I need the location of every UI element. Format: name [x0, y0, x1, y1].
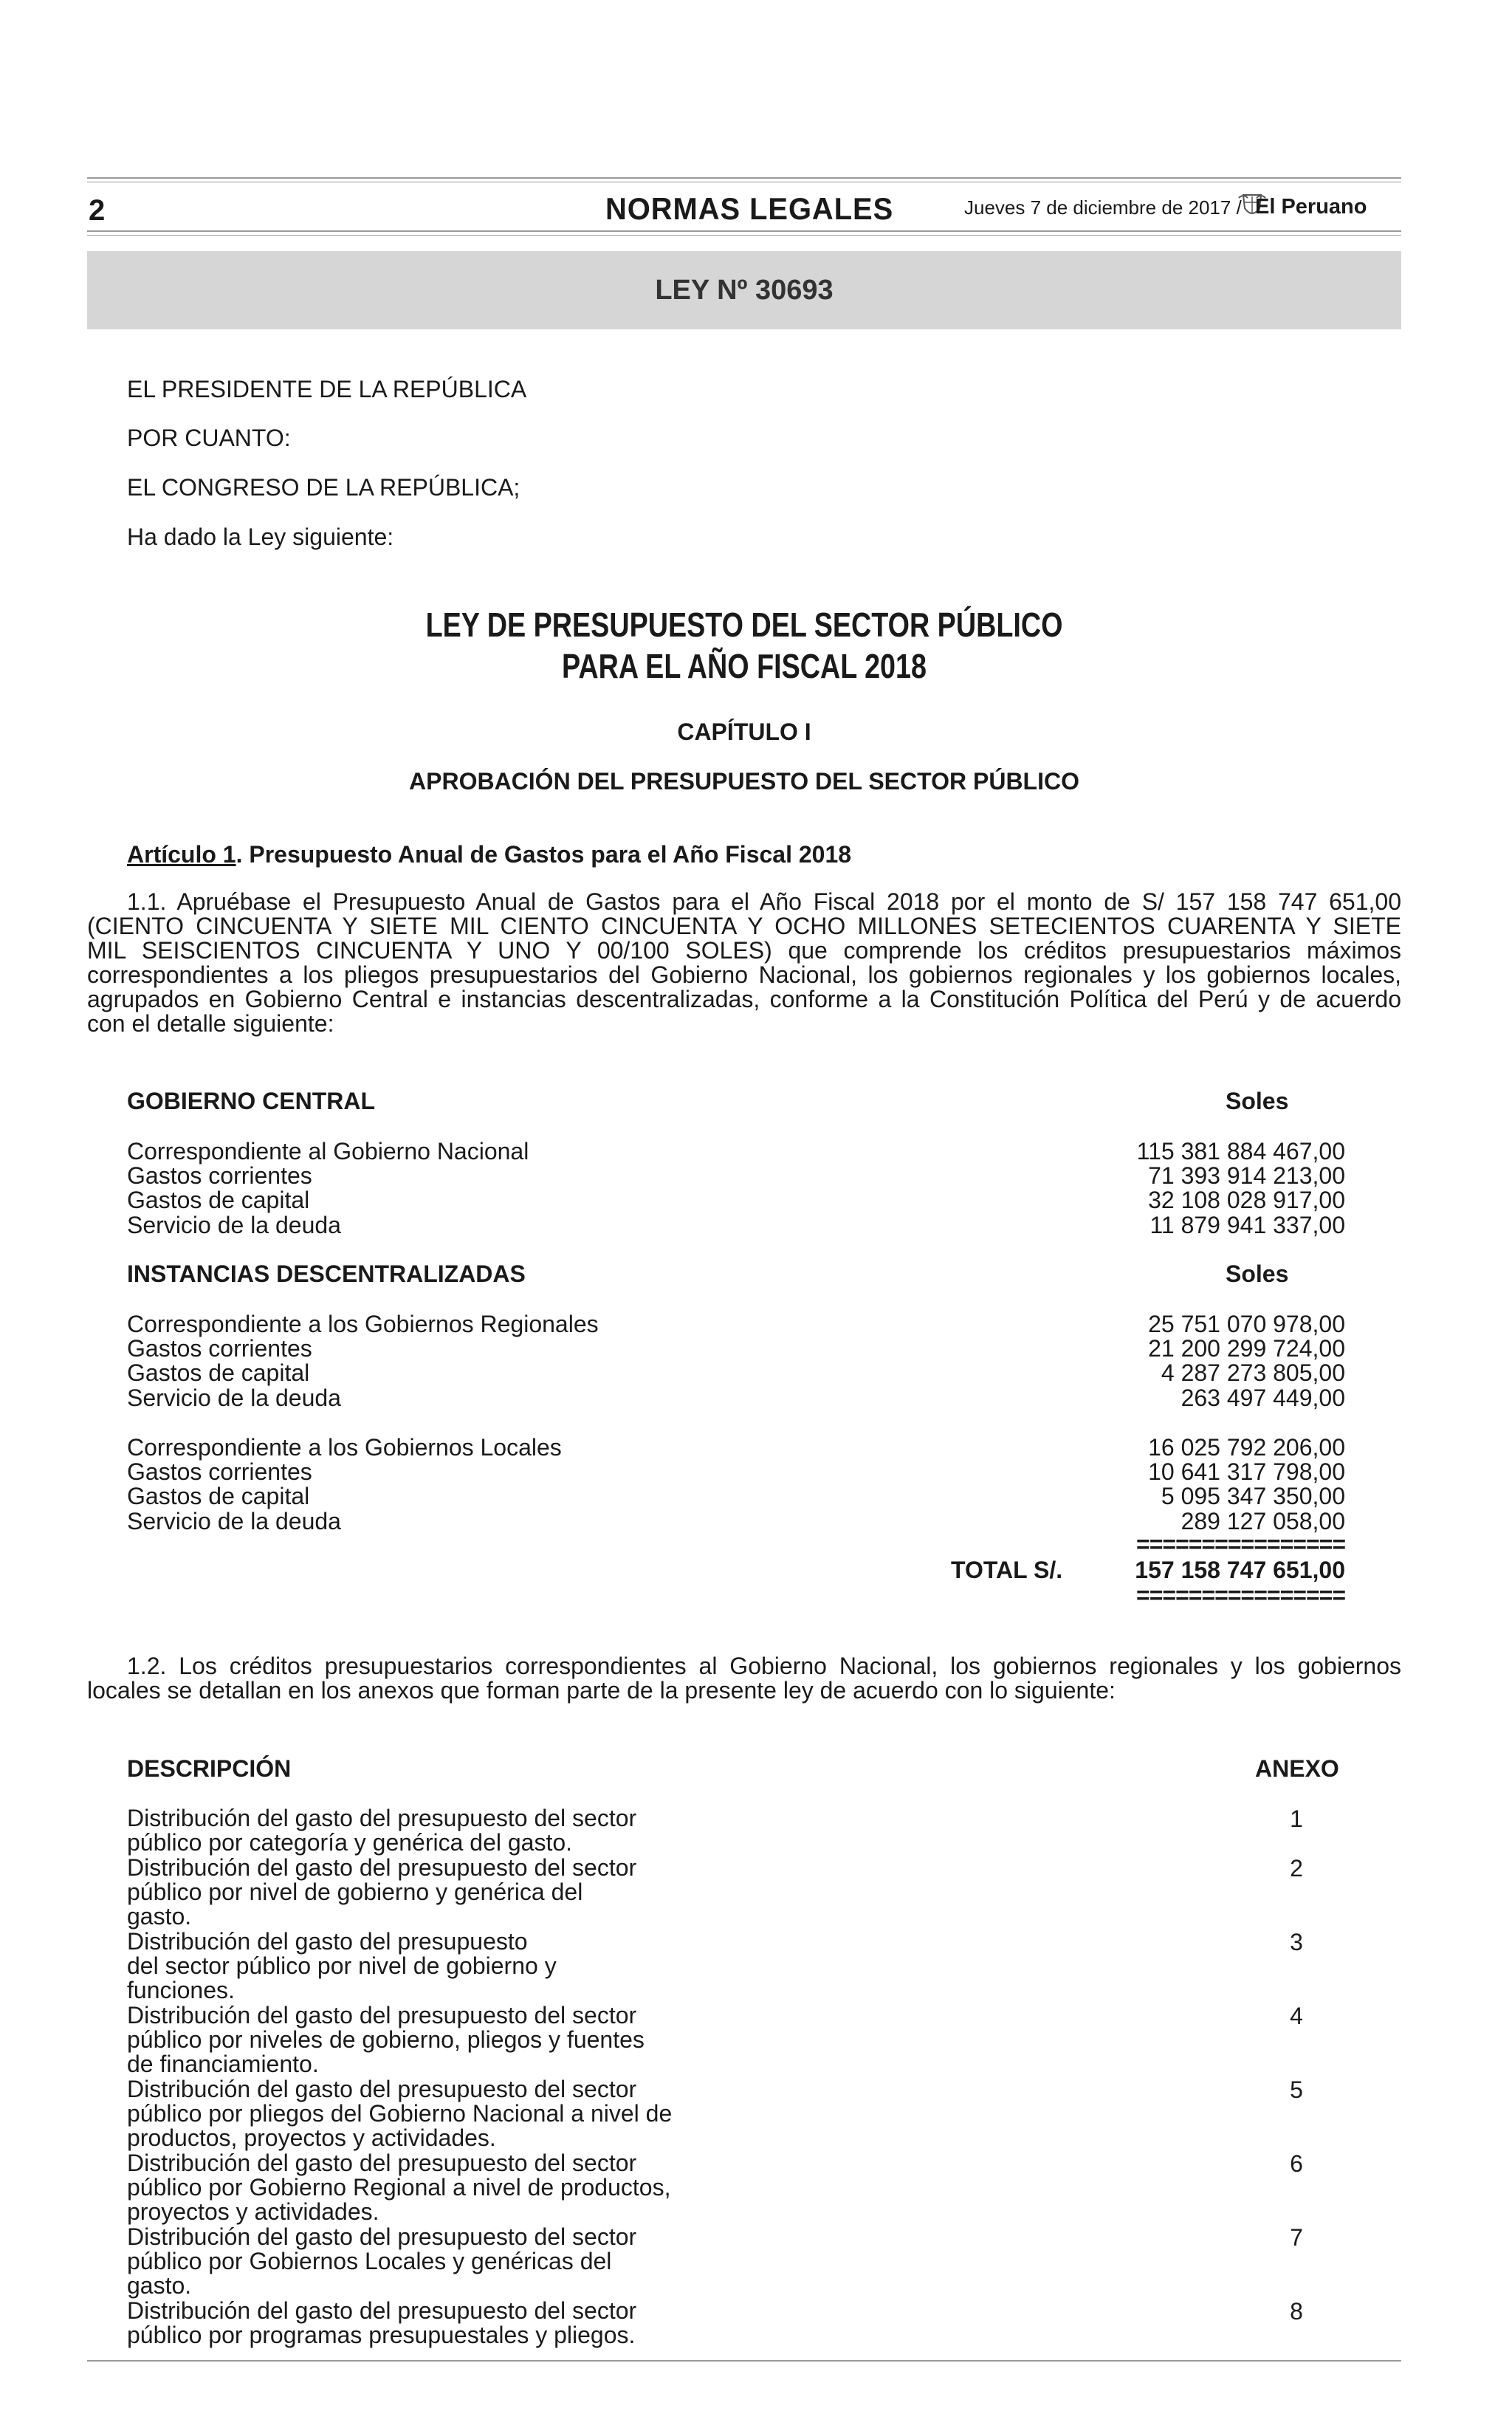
budget-row-value: 16 025 792 206,00 [1148, 1434, 1345, 1461]
annex-row [127, 2003, 645, 2076]
annex-row [127, 1930, 557, 2003]
footer-rule [87, 2360, 1401, 2362]
annex-row-number: 3 [1290, 1929, 1303, 1955]
annex-number-header: ANEXO [1255, 1755, 1339, 1782]
annex-row-line: Distribución del gasto del presupuesto del sector [127, 2223, 637, 2250]
annex-row-line: gasto. [127, 2272, 192, 2299]
chapter-title: APROBACIÓN DEL PRESUPUESTO DEL SECTOR PÚBLICO [409, 768, 1079, 795]
paragraph-line: locales se detallan en los anexos que forman parte de la presente ley de acuerdo con lo siguiente: [87, 1677, 1116, 1704]
issue-date: Jueves 7 de diciembre de 2017 / [964, 196, 1242, 219]
paragraph-1-2 [87, 1654, 1401, 1703]
annex-row-number: 8 [1290, 2298, 1303, 2325]
annex-row [127, 1856, 636, 1929]
annex-row-line: público por programas presupuestales y pliegos. [127, 2322, 636, 2348]
budget-row-value: 263 497 449,00 [1181, 1385, 1345, 1411]
budget-row-label: Servicio de la deuda [127, 1508, 341, 1534]
budget-row-label: Servicio de la deuda [127, 1385, 341, 1411]
annex-row-line: proyectos y actividades. [127, 2198, 379, 2225]
annex-row-line: Distribución del gasto del presupuesto del sector [127, 1854, 637, 1881]
annex-row [127, 2151, 670, 2224]
main-title-line-1: LEY DE PRESUPUESTO DEL SECTOR PÚBLICO [425, 606, 1063, 644]
annex-row-number: 2 [1290, 1855, 1303, 1882]
article-title: . Presupuesto Anual de Gastos para el Año Fiscal 2018 [236, 841, 852, 868]
annex-row-number: 5 [1290, 2076, 1303, 2103]
paragraph-line: correspondientes a los pliegos presupuestarios del Gobierno Nacional, los gobiernos regionales y los gobiernos locales, [87, 961, 1401, 988]
annex-row-line: público por pliegos del Gobierno Nacional a nivel de [127, 2100, 673, 2127]
budget-row-value: 11 879 941 337,00 [1150, 1212, 1345, 1238]
total-separator-top: ================ [1136, 1531, 1345, 1557]
total-label: TOTAL S/. [951, 1557, 1063, 1583]
annex-row [127, 2077, 672, 2150]
paragraph-line: (CIENTO CINCUENTA Y SIETE MIL CIENTO CINCUENTA Y OCHO MILLONES SETECIENTOS CUARENTA Y SIETE [87, 913, 1401, 939]
preamble-line: POR CUANTO: [127, 425, 291, 451]
decentralized-header: INSTANCIAS DESCENTRALIZADAS [127, 1261, 526, 1287]
header-rule-bottom-2 [87, 235, 1401, 236]
preamble-line: EL PRESIDENTE DE LA REPÚBLICA [127, 376, 527, 402]
annex-row-line: funciones. [127, 1977, 235, 2003]
paragraph-line: con el detalle siguiente: [87, 1010, 334, 1037]
article-label: Artículo 1 [127, 841, 236, 868]
section-title: NORMAS LEGALES [605, 191, 894, 226]
annex-description-header: DESCRIPCIÓN [127, 1755, 292, 1782]
paragraph-line: 1.2. Los créditos presupuestarios correspondientes al Gobierno Nacional, los gobiernos regionales y los gobiernos [127, 1653, 1401, 1679]
annex-row-line: público por nivel de gobierno y genérica del [127, 1879, 583, 1905]
central-government-header: GOBIERNO CENTRAL [127, 1088, 375, 1114]
annex-row-line: productos, proyectos y actividades. [127, 2124, 496, 2151]
budget-row-label: Correspondiente a los Gobiernos Locales [127, 1434, 562, 1461]
soles-header: Soles [1226, 1261, 1289, 1287]
paragraph-line: 1.1. Apruébase el Presupuesto Anual de Gastos para el Año Fiscal 2018 por el monto de S/ 157 158 747 651,00 [127, 888, 1401, 915]
annex-row-number: 6 [1290, 2150, 1303, 2177]
annex-row [127, 2225, 636, 2298]
annex-row-line: Distribución del gasto del presupuesto del sector [127, 2150, 637, 2176]
budget-row-label: Gastos de capital [127, 1187, 310, 1213]
paragraph-1-1 [87, 890, 1401, 1036]
budget-row-value: 115 381 884 467,00 [1136, 1138, 1345, 1165]
annex-row [127, 2299, 636, 2347]
annex-row-line: Distribución del gasto del presupuesto del sector [127, 2297, 637, 2324]
paragraph-line: agrupados en Gobierno Central e instancias descentralizadas, conforme a la Constitución Política del Perú y de acuerdo [87, 986, 1401, 1012]
budget-row-label: Servicio de la deuda [127, 1212, 341, 1238]
main-title-line-2: PARA EL AÑO FISCAL 2018 [562, 647, 927, 685]
budget-row-label: Gastos de capital [127, 1359, 310, 1386]
header-rule-bottom [87, 230, 1401, 232]
soles-header: Soles [1226, 1088, 1289, 1114]
annex-row-line: gasto. [127, 1903, 192, 1930]
page-number: 2 [89, 194, 106, 227]
budget-row-value: 10 641 317 798,00 [1148, 1458, 1345, 1485]
annex-row-line: del sector público por nivel de gobierno y [127, 1952, 557, 1979]
budget-row-value: 289 127 058,00 [1181, 1508, 1345, 1534]
annex-row-number: 7 [1290, 2224, 1303, 2251]
paragraph-line: MIL SEISCIENTOS CINCUENTA Y UNO Y 00/100 SOLES) que comprende los créditos presupuestarios máximos [87, 937, 1401, 964]
budget-row-label: Gastos corrientes [127, 1162, 312, 1189]
annex-row-number: 4 [1290, 2003, 1303, 2029]
annex-row-line: Distribución del gasto del presupuesto del sector [127, 2002, 637, 2028]
annex-row-number: 1 [1290, 1805, 1303, 1832]
law-number-banner [87, 251, 1401, 329]
budget-row-label: Correspondiente al Gobierno Nacional [127, 1138, 529, 1165]
law-number: LEY Nº 30693 [655, 274, 834, 306]
annex-row-line: de financiamiento. [127, 2051, 319, 2077]
budget-row-label: Gastos corrientes [127, 1335, 312, 1362]
budget-row-value: 71 393 914 213,00 [1148, 1162, 1345, 1189]
budget-row-label: Gastos de capital [127, 1483, 310, 1509]
budget-row-value: 5 095 347 350,00 [1161, 1483, 1345, 1509]
header-rule-top [87, 177, 1401, 179]
preamble-line: EL CONGRESO DE LA REPÚBLICA; [127, 474, 520, 501]
preamble-line: Ha dado la Ley siguiente: [127, 524, 394, 550]
chapter-number: CAPÍTULO I [677, 719, 811, 745]
annex-row-line: Distribución del gasto del presupuesto [127, 1928, 528, 1955]
annex-row-line: público por niveles de gobierno, pliegos y fuentes [127, 2026, 645, 2053]
annex-row-line: público por Gobiernos Locales y genéricas del [127, 2248, 612, 2274]
budget-row-label: Correspondiente a los Gobiernos Regionales [127, 1311, 599, 1337]
newspaper-brand: El Peruano [1255, 195, 1367, 219]
budget-row-value: 21 200 299 724,00 [1148, 1335, 1345, 1362]
annex-row-line: público por categoría y genérica del gasto. [127, 1829, 573, 1856]
annex-row-line: Distribución del gasto del presupuesto del sector [127, 2076, 637, 2102]
total-separator-bottom: ================ [1136, 1582, 1345, 1608]
budget-row-label: Gastos corrientes [127, 1458, 312, 1485]
annex-row [127, 1806, 636, 1855]
budget-row-value: 25 751 070 978,00 [1148, 1311, 1345, 1337]
annex-row-line: Distribución del gasto del presupuesto del sector [127, 1805, 637, 1831]
annex-row-line: público por Gobierno Regional a nivel de productos, [127, 2174, 671, 2201]
total-value: 157 158 747 651,00 [1135, 1557, 1345, 1583]
budget-row-value: 32 108 028 917,00 [1148, 1187, 1345, 1213]
article-heading [127, 840, 851, 868]
budget-row-value: 4 287 273 805,00 [1161, 1359, 1345, 1386]
